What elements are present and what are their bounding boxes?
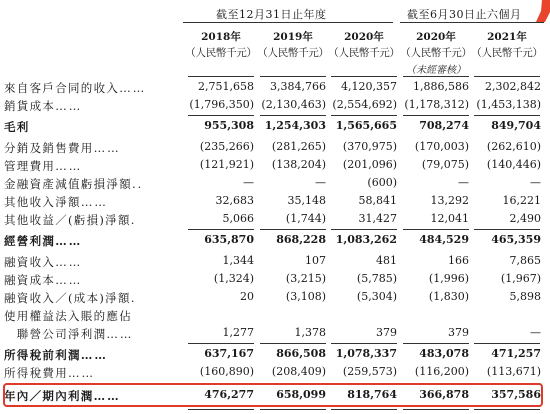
row-label-text: 銷貨成本	[4, 99, 56, 113]
column-year: 2021年	[487, 31, 527, 43]
table-cell: 1,277	[222, 326, 254, 339]
row-label-text: 其他收入淨額	[4, 195, 81, 209]
table-cell: 1,254,303	[264, 119, 326, 132]
row-label-text: 經營利潤	[4, 234, 56, 248]
row-label-text: 來自客戶合同的收入	[4, 81, 120, 95]
table-cell: (370,975)	[342, 140, 397, 153]
table-cell: (208,409)	[271, 365, 326, 378]
table-cell: (1,324)	[213, 272, 254, 285]
table-cell: 481	[376, 254, 397, 267]
row-label	[4, 290, 136, 306]
table-cell: (1,830)	[428, 290, 469, 303]
row-label	[4, 119, 30, 135]
subtotal-rule	[260, 229, 326, 230]
table-cell: —	[315, 176, 326, 189]
row-label-text: 融資收入／(成本)淨額	[4, 291, 131, 305]
row-leader-dots: ……	[55, 159, 83, 173]
table-cell: (79,075)	[421, 158, 469, 171]
subtotal-rule	[331, 115, 397, 116]
table-cell: (140,446)	[486, 158, 541, 171]
period-header-six-months: 截至6月30日止六個月	[407, 8, 522, 21]
table-cell: 13,292	[430, 194, 469, 207]
table-cell: 471,257	[491, 347, 541, 360]
row-label-text: 所得稅前利潤	[4, 348, 81, 362]
header-rule	[331, 76, 397, 77]
table-cell: 4,120,357	[341, 80, 397, 93]
table-cell: (600)	[367, 176, 397, 189]
table-cell: 476,277	[204, 388, 254, 401]
table-cell: (1,967)	[500, 272, 541, 285]
table-cell: 2,490	[509, 212, 541, 225]
table-cell: 637,167	[204, 347, 254, 360]
subtotal-rule	[403, 229, 469, 230]
table-cell: 818,764	[347, 388, 397, 401]
row-leader-dots: ……	[93, 141, 121, 155]
subtotal-rule	[331, 229, 397, 230]
row-label	[4, 158, 82, 174]
table-cell: 32,683	[215, 194, 254, 207]
row-label-text: 分銷及銷售費用	[4, 141, 94, 155]
column-unit: （人民幣千元）	[185, 47, 257, 59]
table-cell: (2,554,692)	[332, 98, 397, 111]
row-label	[4, 98, 82, 114]
column-unit: （人民幣千元）	[257, 47, 329, 59]
row-leader-dots: ……	[80, 348, 108, 362]
row-label-text: 融資成本	[4, 273, 56, 287]
table-cell: 868,228	[276, 233, 326, 246]
row-leader-dots: .	[130, 213, 137, 227]
row-label	[4, 326, 133, 342]
subtotal-rule	[474, 115, 540, 116]
table-cell: 12,041	[430, 212, 469, 225]
row-label	[4, 308, 132, 324]
column-unit: （人民幣千元）	[471, 47, 543, 59]
subtotal-rule	[188, 343, 254, 344]
row-label	[4, 80, 146, 96]
header-rule	[260, 76, 326, 77]
table-cell: (160,890)	[199, 365, 254, 378]
row-label-text: 融資收入	[4, 255, 56, 269]
table-cell: 849,704	[491, 119, 541, 132]
table-cell: 366,878	[419, 388, 469, 401]
table-cell: (121,921)	[199, 158, 254, 171]
table-cell: (5,304)	[356, 290, 397, 303]
table-cell: 20	[240, 290, 254, 303]
table-cell: (281,265)	[271, 140, 326, 153]
table-row	[0, 211, 550, 229]
row-label-text: 所得稅費用	[4, 366, 68, 380]
row-label	[4, 176, 143, 192]
row-leader-dots: ……	[80, 195, 108, 209]
row-leader-dots: ……	[55, 273, 83, 287]
table-row	[0, 118, 550, 136]
column-year: 2020年	[416, 31, 456, 43]
row-label-text: 管理費用	[4, 159, 56, 173]
table-cell: 16,221	[502, 194, 541, 207]
table-cell: 1,565,665	[335, 119, 397, 132]
row-leader-dots: ……	[55, 234, 83, 248]
column-unit: （人民幣千元）	[400, 47, 472, 59]
table-row	[0, 232, 550, 250]
table-cell: 708,274	[419, 119, 469, 132]
header-rule	[403, 76, 469, 77]
table-cell: (1,996)	[428, 272, 469, 285]
subtotal-rule	[403, 115, 469, 116]
unaudited-note: （未經審核）	[406, 65, 466, 76]
column-year: 2018年	[201, 31, 241, 43]
table-cell: (113,671)	[486, 365, 541, 378]
table-row	[0, 307, 550, 325]
column-year: 2019年	[273, 31, 313, 43]
table-cell: —	[458, 176, 469, 189]
table-cell: (3,108)	[285, 290, 326, 303]
table-row	[0, 253, 550, 271]
row-label	[4, 347, 108, 363]
table-cell: 35,148	[287, 194, 326, 207]
table-row	[0, 157, 550, 175]
column-year: 2020年	[344, 31, 384, 43]
table-cell: 955,308	[204, 119, 254, 132]
table-row	[0, 97, 550, 115]
highlight-box	[3, 383, 543, 407]
row-label	[4, 212, 136, 228]
table-cell: 1,078,337	[335, 347, 397, 360]
table-cell: 2,302,842	[485, 80, 541, 93]
table-cell: 107	[305, 254, 326, 267]
table-cell: 1,344	[222, 254, 254, 267]
period-header-year-end: 截至12月31日止年度	[216, 8, 327, 21]
table-cell: (5,785)	[356, 272, 397, 285]
row-leader-dots: ……	[106, 327, 134, 341]
row-label-text: 聯營公司淨利潤	[4, 327, 107, 341]
period-header-rule	[183, 22, 393, 23]
table-row	[0, 346, 550, 364]
row-label	[4, 233, 82, 249]
table-row	[0, 193, 550, 211]
row-label	[4, 140, 121, 156]
column-unit: （人民幣千元）	[328, 47, 400, 59]
subtotal-rule	[331, 343, 397, 344]
table-row	[0, 175, 550, 193]
table-cell: 5,898	[509, 290, 541, 303]
table-cell: —	[530, 176, 541, 189]
table-cell: (235,266)	[199, 140, 254, 153]
table-cell: (170,003)	[414, 140, 469, 153]
table-cell: —	[530, 326, 541, 339]
table-cell: 31,427	[358, 212, 397, 225]
table-cell: 58,841	[358, 194, 397, 207]
table-cell: 5,066	[222, 212, 254, 225]
table-cell: 635,870	[204, 233, 254, 246]
table-cell: —	[243, 176, 254, 189]
row-label	[4, 194, 108, 210]
subtotal-rule	[474, 229, 540, 230]
row-label-text: 金融資產減值虧損淨額	[4, 177, 132, 191]
header-rule	[474, 76, 540, 77]
table-cell: 7,865	[509, 254, 541, 267]
table-cell: 379	[448, 326, 469, 339]
row-leader-dots: .	[130, 291, 137, 305]
table-cell: 866,508	[276, 347, 326, 360]
table-cell: (1,178,312)	[404, 98, 469, 111]
subtotal-rule	[260, 115, 326, 116]
header-rule	[188, 76, 254, 77]
subtotal-rule	[188, 229, 254, 230]
table-cell: (1,453,138)	[476, 98, 541, 111]
table-cell: 1,886,586	[413, 80, 469, 93]
table-row	[0, 325, 550, 343]
subtotal-rule	[188, 115, 254, 116]
table-row	[0, 271, 550, 289]
table-cell: (1,796,350)	[189, 98, 254, 111]
table-cell: 658,099	[276, 388, 326, 401]
table-cell: 2,751,658	[198, 80, 254, 93]
table-row	[0, 364, 550, 382]
table-cell: (1,744)	[285, 212, 326, 225]
table-cell: 465,359	[491, 233, 541, 246]
table-cell: 3,384,766	[270, 80, 326, 93]
row-label-text: 毛利	[4, 120, 30, 134]
row-leader-dots: ……	[93, 389, 121, 403]
row-label-text: 其他收益／(虧損)淨額	[4, 213, 131, 227]
corner-logo-mark	[532, 0, 550, 22]
row-label-text: 使用權益法入賬的應佔	[4, 309, 132, 323]
row-label-text: 年內／期內利潤	[4, 389, 94, 403]
table-cell: 483,078	[419, 347, 469, 360]
table-cell: (262,610)	[486, 140, 541, 153]
row-leader-dots: ……	[55, 255, 83, 269]
table-cell: (201,096)	[342, 158, 397, 171]
subtotal-rule	[260, 343, 326, 344]
table-cell: 166	[448, 254, 469, 267]
period-header-rule	[400, 22, 544, 23]
row-leader-dots: ……	[68, 366, 95, 380]
subtotal-rule	[474, 343, 540, 344]
table-cell: (116,200)	[414, 365, 469, 378]
row-label	[4, 365, 95, 381]
row-leader-dots: ..	[132, 177, 144, 191]
table-cell: 379	[376, 326, 397, 339]
table-cell: (2,130,463)	[261, 98, 326, 111]
row-leader-dots: ……	[119, 81, 147, 95]
table-cell: 357,586	[491, 388, 541, 401]
table-cell: (259,573)	[342, 365, 397, 378]
row-leader-dots: ……	[55, 99, 83, 113]
table-cell: (3,215)	[285, 272, 326, 285]
subtotal-rule	[403, 343, 469, 344]
table-cell: 1,083,262	[335, 233, 397, 246]
row-label	[4, 254, 82, 270]
table-cell: (138,204)	[271, 158, 326, 171]
row-label	[4, 272, 82, 288]
table-row	[0, 289, 550, 307]
table-cell: 484,529	[419, 233, 469, 246]
table-row	[0, 79, 550, 97]
table-cell: 1,378	[294, 326, 326, 339]
table-row	[0, 139, 550, 157]
